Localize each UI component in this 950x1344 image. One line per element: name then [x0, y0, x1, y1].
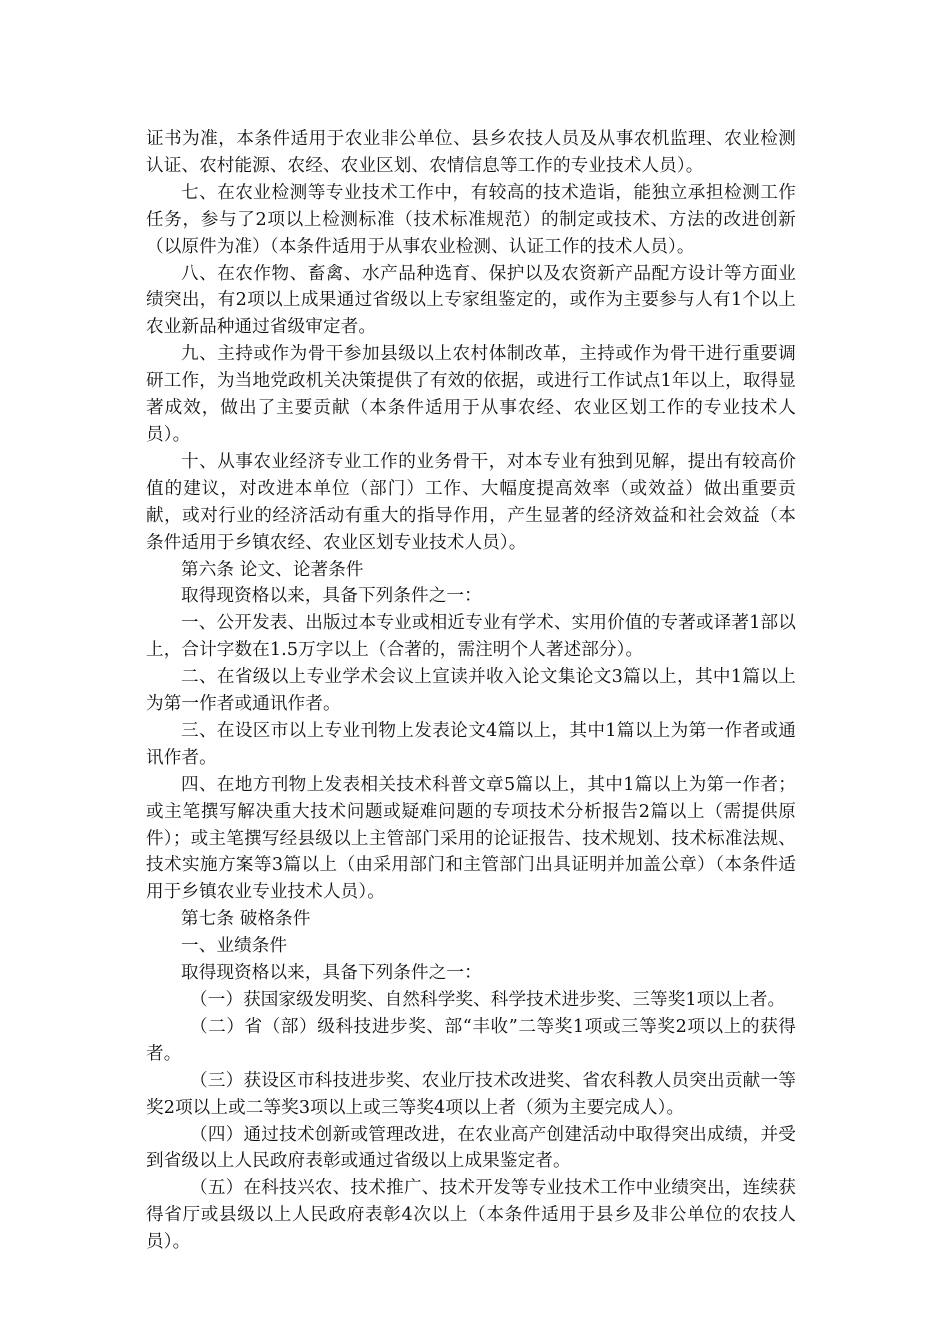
paragraph-award-1: （一）获国家级发明奖、自然科学奖、科学技术进步奖、三等奖1项以上者。	[190, 990, 786, 1010]
paragraph-continuation: 证书为准，本条件适用于农业非公单位、县乡农技人员及从事农机监理、农业检测认证、农村能源、农经、农业区划、农情信息等工作的专业技术人员）。	[146, 129, 796, 176]
subsection-heading-performance: 一、业绩条件	[181, 936, 288, 957]
paragraph-thesis-1: 一、公开发表、出版过本专业或相近专业有学术、实用价值的专著或译著1部以上，合计字数在1.5万字以上（合著的，需注明个人著述部分）。	[146, 613, 796, 661]
paragraph-award-4: （四）通过技术创新或管理改进，在农业高产创建活动中取得突出成绩，并受到省级以上人民政府表彰或通过省级以上成果鉴定者。	[146, 1124, 796, 1172]
paragraph-thesis-2: 二、在省级以上专业学术会议上宣读并收入论文集论文3篇以上，其中1篇以上为第一作者或通讯作者。	[146, 667, 796, 715]
document-body	[146, 126, 796, 1256]
paragraph-award-5: （五）在科技兴农、技术推广、技术开发等专业技术工作中业绩突出，连续获得省厅或县级以上人民政府表彰4次以上（本条件适用于县乡及非公单位的农技人员）。	[146, 1178, 796, 1253]
section-heading-article-7: 第七条 破格条件	[181, 909, 311, 930]
paragraph-thesis-3: 三、在设区市以上专业刊物上发表论文4篇以上，其中1篇以上为第一作者或通讯作者。	[146, 720, 796, 768]
paragraph-award-2: （二）省（部）级科技进步奖、部“丰收”二等奖1项或三等奖2项以上的获得者。	[146, 1016, 796, 1064]
paragraph-item-9: 九、主持或作为骨干参加县级以上农村体制改革，主持或作为骨干进行重要调研工作，为当地党政机关决策提供了有效的依据，或进行工作试点1年以上，取得显著成效，做出了主要贡献（本条件适用于从事农经、农业区划工作的专业技术人员）。	[146, 344, 796, 445]
paragraph-item-8: 八、在农作物、畜禽、水产品种选育、保护以及农资新产品配方设计等方面业绩突出，有2项以上成果通过省级以上专家组鉴定的，或作为主要参与人有1个以上农业新品种通过省级审定者。	[146, 263, 796, 338]
paragraph-intro: 取得现资格以来，具备下列条件之一：	[181, 586, 482, 607]
paragraph-item-10: 十、从事农业经济专业工作的业务骨干，对本专业有独到见解，提出有较高价值的建议，对改进本单位（部门）工作、大幅度提高效率（或效益）做出重要贡献，或对行业的经济活动有重大的指导作用，产生显著的经济效益和社会效益（本条件适用于乡镇农经、农业区划专业技术人员）。	[146, 451, 796, 553]
paragraph-award-3: （三）获设区市科技进步奖、农业厅技术改进奖、省农科教人员突出贡献一等奖2项以上或二等奖3项以上或三等奖4项以上者（须为主要完成人）。	[146, 1070, 796, 1118]
paragraph-thesis-4: 四、在地方刊物上发表相关技术科普文章5篇以上，其中1篇以上为第一作者；或主笔撰写解决重大技术问题或疑难问题的专项技术分析报告2篇以上（需提供原件）；或主笔撰写经县级以上主管部门采用的论证报告、技术规划、技术标准法规、技术实施方案等3篇以上（由采用部门和主管部门出具证明并加盖公章）（本条件适用于乡镇农业专业技术人员）。	[146, 774, 796, 903]
section-heading-article-6: 第六条 论文、论著条件	[181, 559, 364, 580]
paragraph-intro-2: 取得现资格以来，具备下列条件之一：	[181, 963, 482, 984]
paragraph-item-7: 七、在农业检测等专业技术工作中，有较高的技术造诣，能独立承担检测工作任务，参与了2项以上检测标准（技术标准规范）的制定或技术、方法的改进创新（以原件为准）（本条件适用于从事农业检测、认证工作的技术人员）。	[146, 182, 796, 257]
